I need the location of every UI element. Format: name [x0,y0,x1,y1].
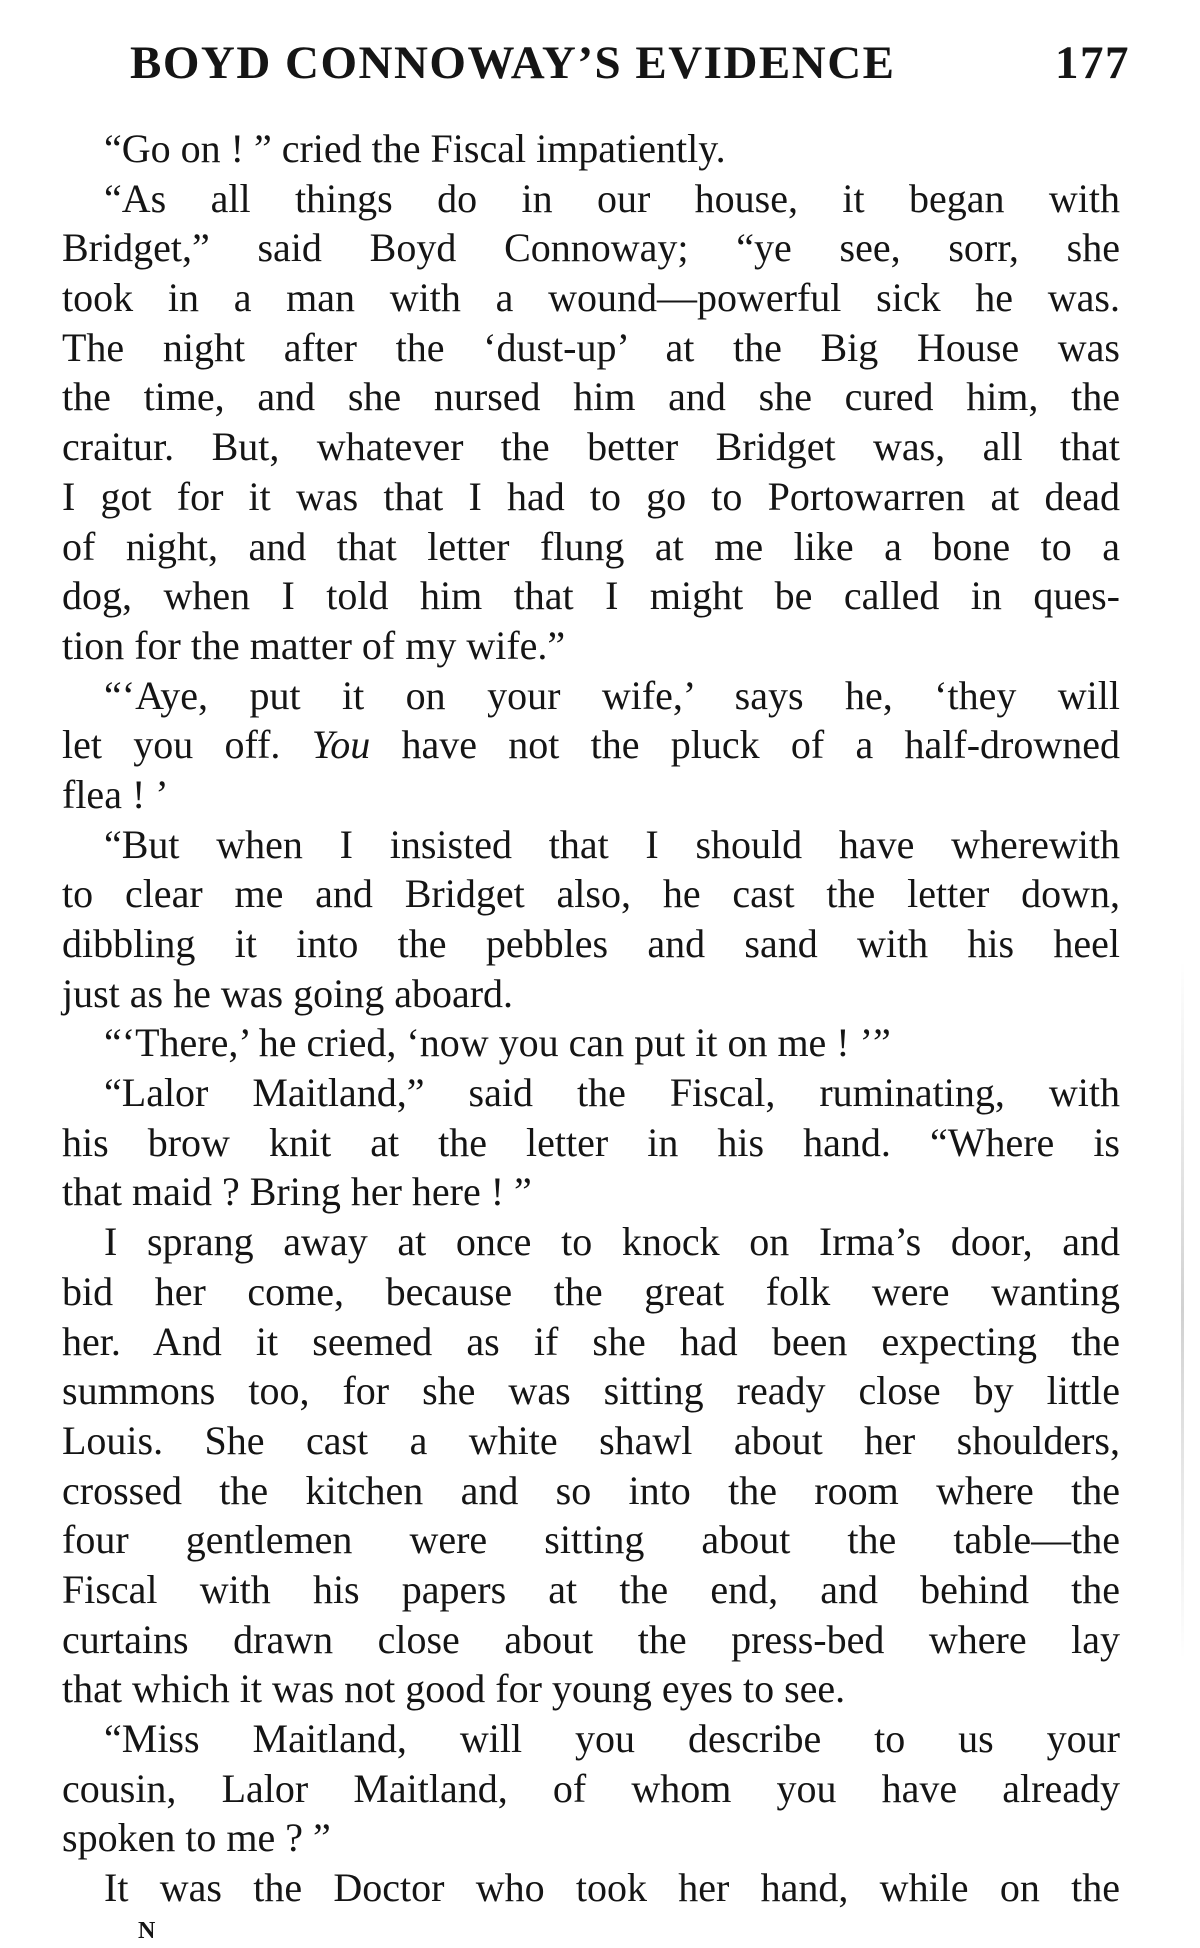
signature-mark: N [138,1918,156,1944]
text-line: of night, and that letter flung at me like a bone to a [62,523,1120,569]
text-line: I got for it was that I had to go to Portowarren at dead [62,473,1120,519]
emphasis-word: You [311,722,371,768]
text-line: to clear me and Bridget also, he cast the letter down, [62,871,1120,917]
text-line: her. And it seemed as if she had been expecting the [62,1318,1120,1364]
text-line: that maid ? Bring her here ! ” [62,1169,532,1215]
page-number: 177 [1055,37,1130,89]
text-line: the time, and she nursed him and she cured him, the [62,374,1120,420]
text-line: It was the Doctor who took her hand, while on the [104,1865,1120,1911]
text-line: cousin, Lalor Maitland, of whom you have already [62,1765,1120,1811]
text-line: “As all things do in our house, it began with [104,175,1120,221]
text-line: Louis. She cast a white shawl about her shoulders, [62,1417,1120,1463]
text-line: “But when I insisted that I should have wherewith [104,821,1120,867]
body-text [62,124,1120,1913]
text-line: his brow knit at the letter in his hand. “Where is [62,1119,1120,1165]
text-line: “‘There,’ he cried, ‘now you can put it on me ! ’” [104,1020,891,1066]
text-line: tion for the matter of my wife.” [62,622,566,668]
text-line: let you off. You have not the pluck of a half-drowned [62,722,1120,768]
text-line: flea ! ’ [62,771,169,817]
text-line: summons too, for she was sitting ready close by little [62,1368,1120,1414]
chapter-title: BOYD CONNOWAY’S EVIDENCE [130,37,896,89]
text-line: four gentlemen were sitting about the table—the [62,1517,1120,1563]
text-line: just as he was going aboard. [62,970,514,1016]
running-head [130,28,1130,98]
text-line: Fiscal with his papers at the end, and behind the [62,1566,1120,1612]
text-line: spoken to me ? ” [62,1815,331,1861]
text-line: Bridget,” said Boyd Connoway; “ye see, sorr, she [62,225,1120,271]
text-line: “Go on ! ” cried the Fiscal impatiently. [104,126,726,171]
text-line: “Miss Maitland, will you describe to us your [104,1716,1120,1761]
text-line: “‘Aye, put it on your wife,’ says he, ‘they will [104,672,1120,718]
text-line: bid her come, because the great folk were wanting [62,1268,1120,1314]
text-line: dibbling it into the pebbles and sand with his heel [62,921,1120,966]
text-line: I sprang away at once to knock on Irma’s door, and [104,1219,1120,1265]
text-line: “Lalor Maitland,” said the Fiscal, ruminating, with [104,1070,1120,1116]
text-line: took in a man with a wound—powerful sick he was. [62,275,1120,321]
text-line: that which it was not good for young eyes to see. [62,1666,846,1712]
text-line: The night after the ‘dust-up’ at the Big House was [62,324,1120,370]
page-edge-shadow [1181,960,1184,1660]
text-line: dog, when I told him that I might be called in ques- [62,573,1120,619]
text-line: curtains drawn close about the press-bed where lay [62,1616,1120,1662]
text-line: craitur. But, whatever the better Bridget was, all that [62,424,1120,470]
text-line: crossed the kitchen and so into the room where the [62,1467,1120,1513]
